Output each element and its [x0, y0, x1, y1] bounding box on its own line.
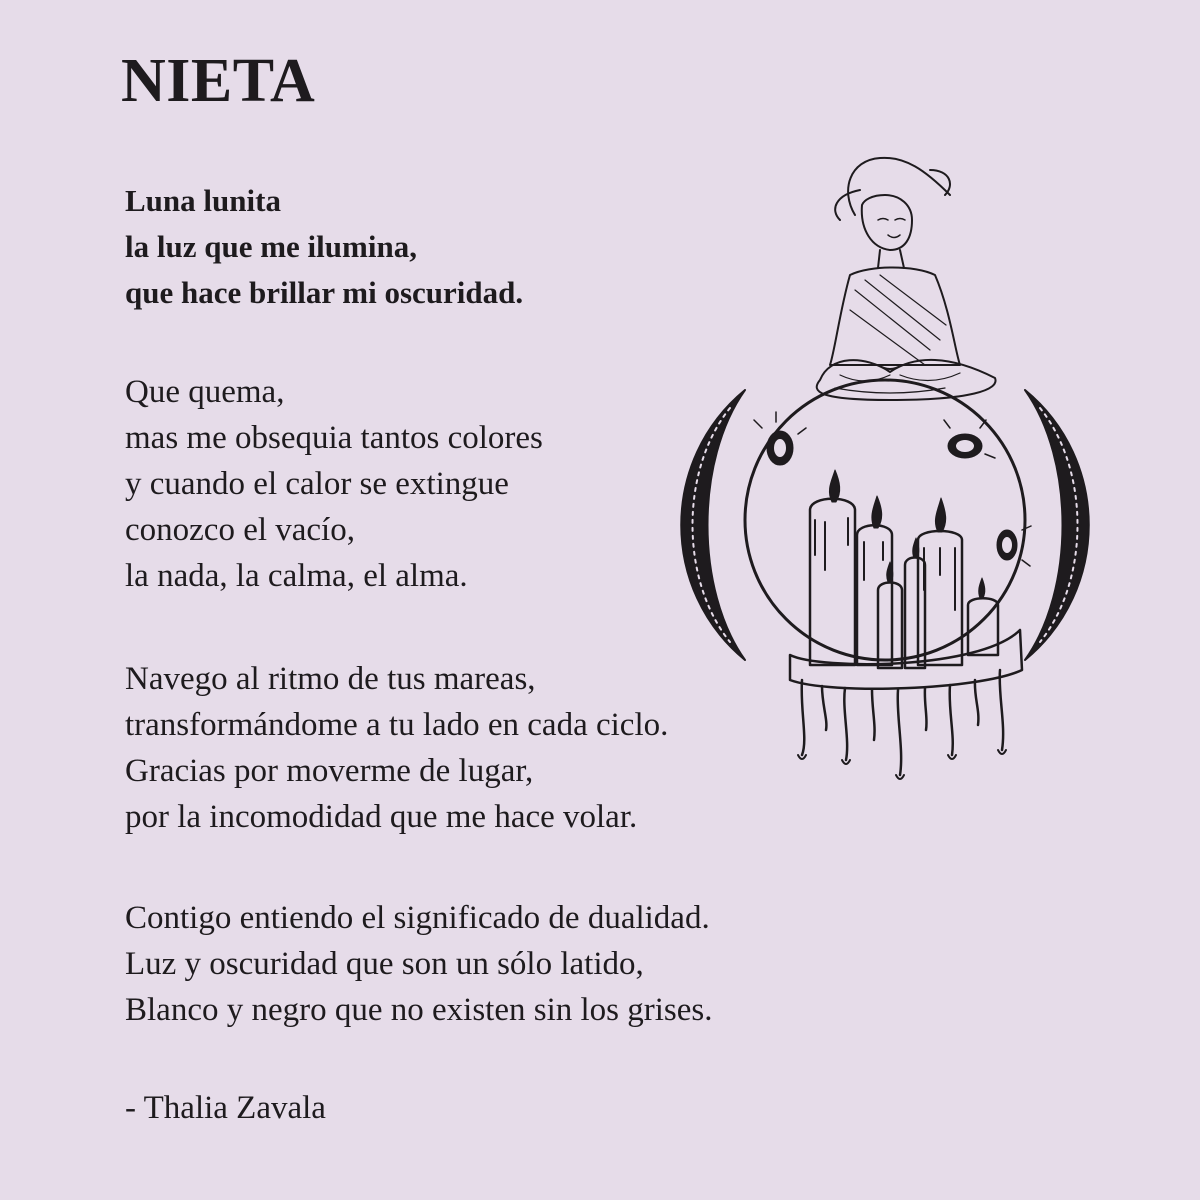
poem-line: mas me obsequia tantos colores	[125, 420, 543, 456]
poem-line: Que quema,	[125, 374, 285, 410]
meditating-woman-moon-candles-icon	[650, 150, 1170, 790]
poem-line: por la incomodidad que me hace volar.	[125, 799, 638, 835]
right-crescent-moon-icon	[1025, 390, 1089, 660]
poem-title: NIETA	[121, 47, 316, 115]
stanza-2	[125, 369, 543, 599]
stanza-3	[125, 656, 668, 840]
stanza-4	[125, 895, 713, 1033]
candles-icon	[810, 470, 998, 668]
stanza-1	[125, 178, 523, 316]
poem-line: Gracias por moverme de lugar,	[125, 753, 534, 789]
author-signature: - Thalia Zavala	[125, 1090, 326, 1126]
poem-line: Luz y oscuridad que son un sólo latido,	[125, 946, 644, 982]
globe-icon	[745, 380, 1031, 660]
poem-line: Contigo entiendo el significado de dualidad.	[125, 900, 710, 936]
meditating-woman-icon	[817, 158, 996, 400]
poem-line: Luna lunita	[125, 183, 281, 218]
poem-line: la nada, la calma, el alma.	[125, 558, 468, 594]
poem-line: transformándome a tu lado en cada ciclo.	[125, 707, 669, 743]
left-crescent-moon-icon	[681, 390, 745, 660]
poem-line: la luz que me ilumina,	[125, 229, 417, 264]
poem-line: Blanco y negro que no existen sin los grises.	[125, 992, 713, 1028]
poem-line: que hace brillar mi oscuridad.	[125, 275, 524, 310]
poem-line: conozco el vacío,	[125, 512, 355, 548]
poem-line: Navego al ritmo de tus mareas,	[125, 661, 536, 697]
poem-line: y cuando el calor se extingue	[125, 466, 509, 502]
